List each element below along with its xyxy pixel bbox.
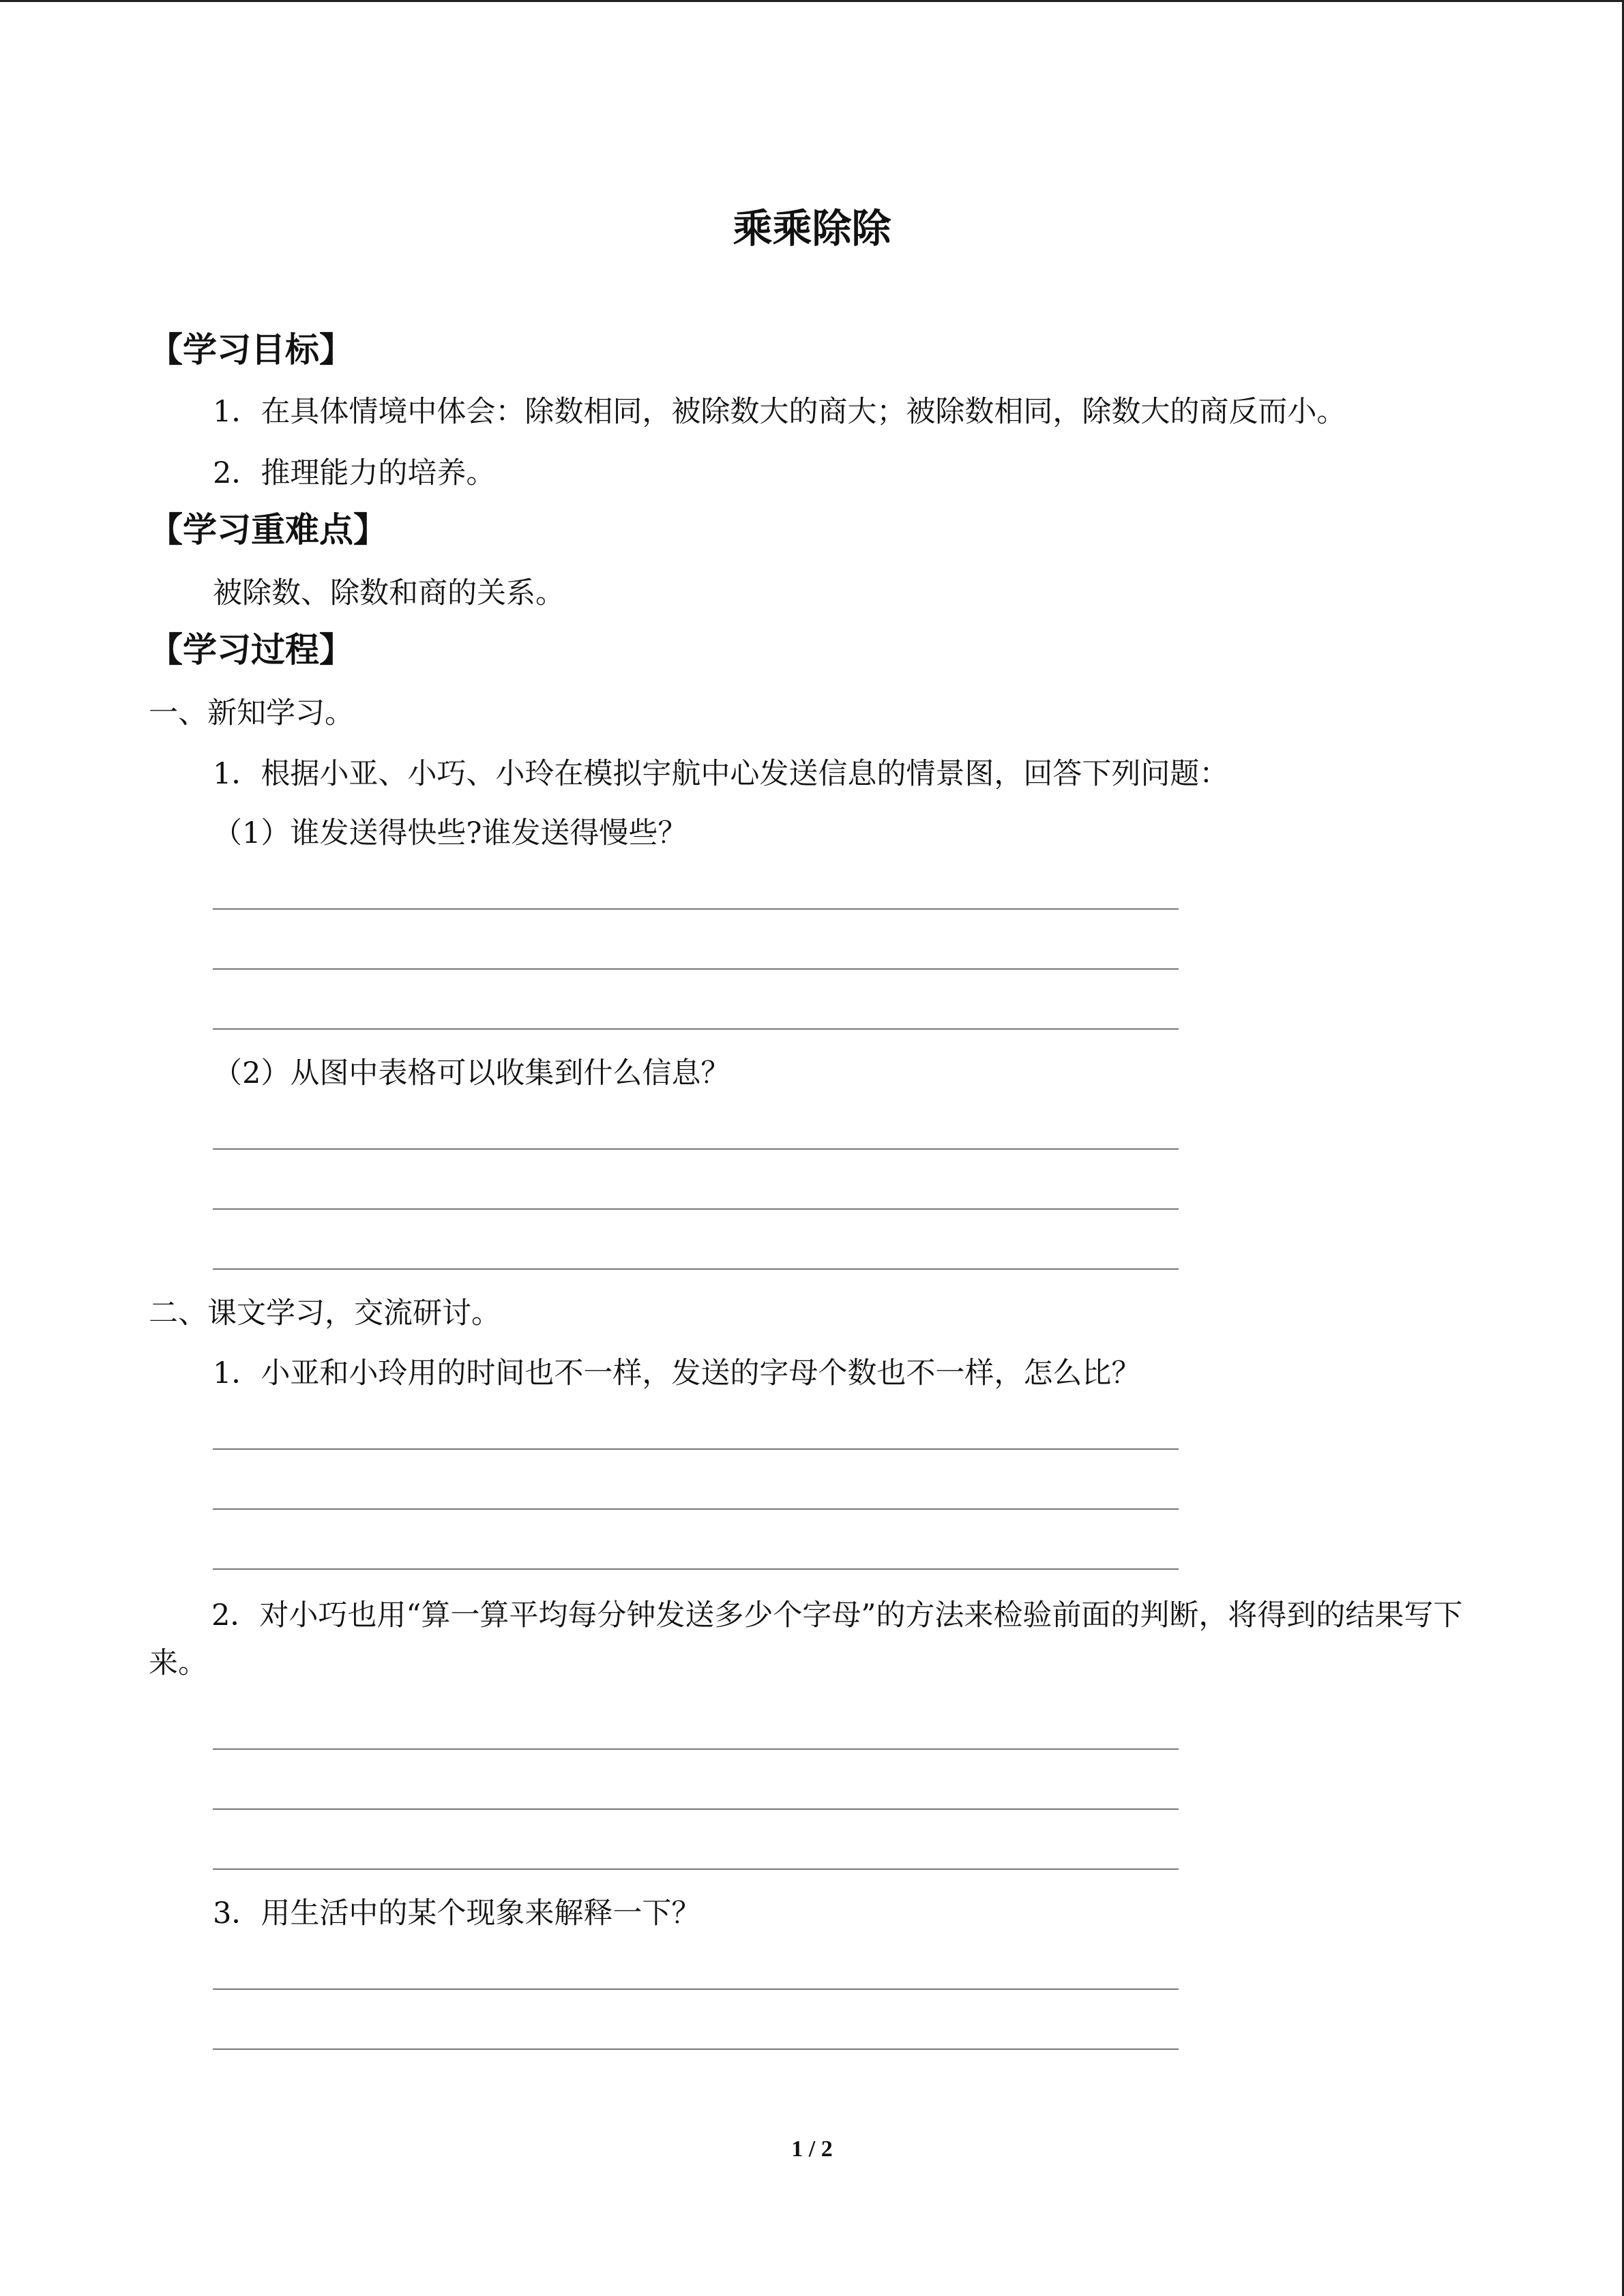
answer-line[interactable] bbox=[213, 1808, 1179, 1810]
document-title: 乘乘除除 bbox=[733, 205, 891, 252]
answer-line[interactable] bbox=[213, 1448, 1179, 1450]
goal-item-1: 1．在具体情境中体会：除数相同，被除数大的商大；被除数相同，除数大的商反而小。 bbox=[213, 395, 1346, 429]
answer-line[interactable] bbox=[213, 1748, 1179, 1750]
answer-line[interactable] bbox=[213, 1028, 1179, 1030]
goal-item-2: 2．推理能力的培养。 bbox=[213, 456, 496, 490]
key-points-heading: 【学习重难点】 bbox=[149, 510, 387, 550]
answer-line[interactable] bbox=[213, 1208, 1179, 1210]
answer-line[interactable] bbox=[213, 1268, 1179, 1270]
part2-question-3: 3．用生活中的某个现象来解释一下？ bbox=[213, 1896, 701, 1930]
answer-line[interactable] bbox=[213, 1988, 1179, 1990]
answer-line[interactable] bbox=[213, 1868, 1179, 1870]
process-heading: 【学习过程】 bbox=[149, 630, 353, 670]
answer-line[interactable] bbox=[213, 968, 1179, 970]
part2-title: 二、课文学习，交流研讨。 bbox=[149, 1296, 501, 1330]
key-points-text: 被除数、除数和商的关系。 bbox=[213, 576, 565, 610]
answer-line[interactable] bbox=[213, 908, 1179, 910]
page-number: 1 / 2 bbox=[791, 2136, 833, 2162]
part1-question-1-2: （2）从图中表格可以收集到什么信息？ bbox=[213, 1056, 730, 1090]
page-border-top bbox=[0, 0, 1624, 2]
goals-heading: 【学习目标】 bbox=[149, 330, 353, 370]
answer-line[interactable] bbox=[213, 2048, 1179, 2050]
answer-line[interactable] bbox=[213, 1568, 1179, 1570]
part1-question-1-1: （1）谁发送得快些?谁发送得慢些？ bbox=[213, 816, 688, 850]
part2-question-2: 2．对小巧也用“算一算平均每分钟发送多少个字母”的方法来检验前面的判断，将得到的结果写下来。 bbox=[149, 1598, 1463, 1680]
part1-question-1: 1．根据小亚、小巧、小玲在模拟宇航中心发送信息的情景图，回答下列问题： bbox=[213, 757, 1229, 791]
answer-line[interactable] bbox=[213, 1148, 1179, 1150]
answer-line[interactable] bbox=[213, 1508, 1179, 1510]
part1-title: 一、新知学习。 bbox=[149, 696, 354, 730]
part2-question-1: 1．小亚和小玲用的时间也不一样，发送的字母个数也不一样，怎么比？ bbox=[213, 1356, 1141, 1390]
